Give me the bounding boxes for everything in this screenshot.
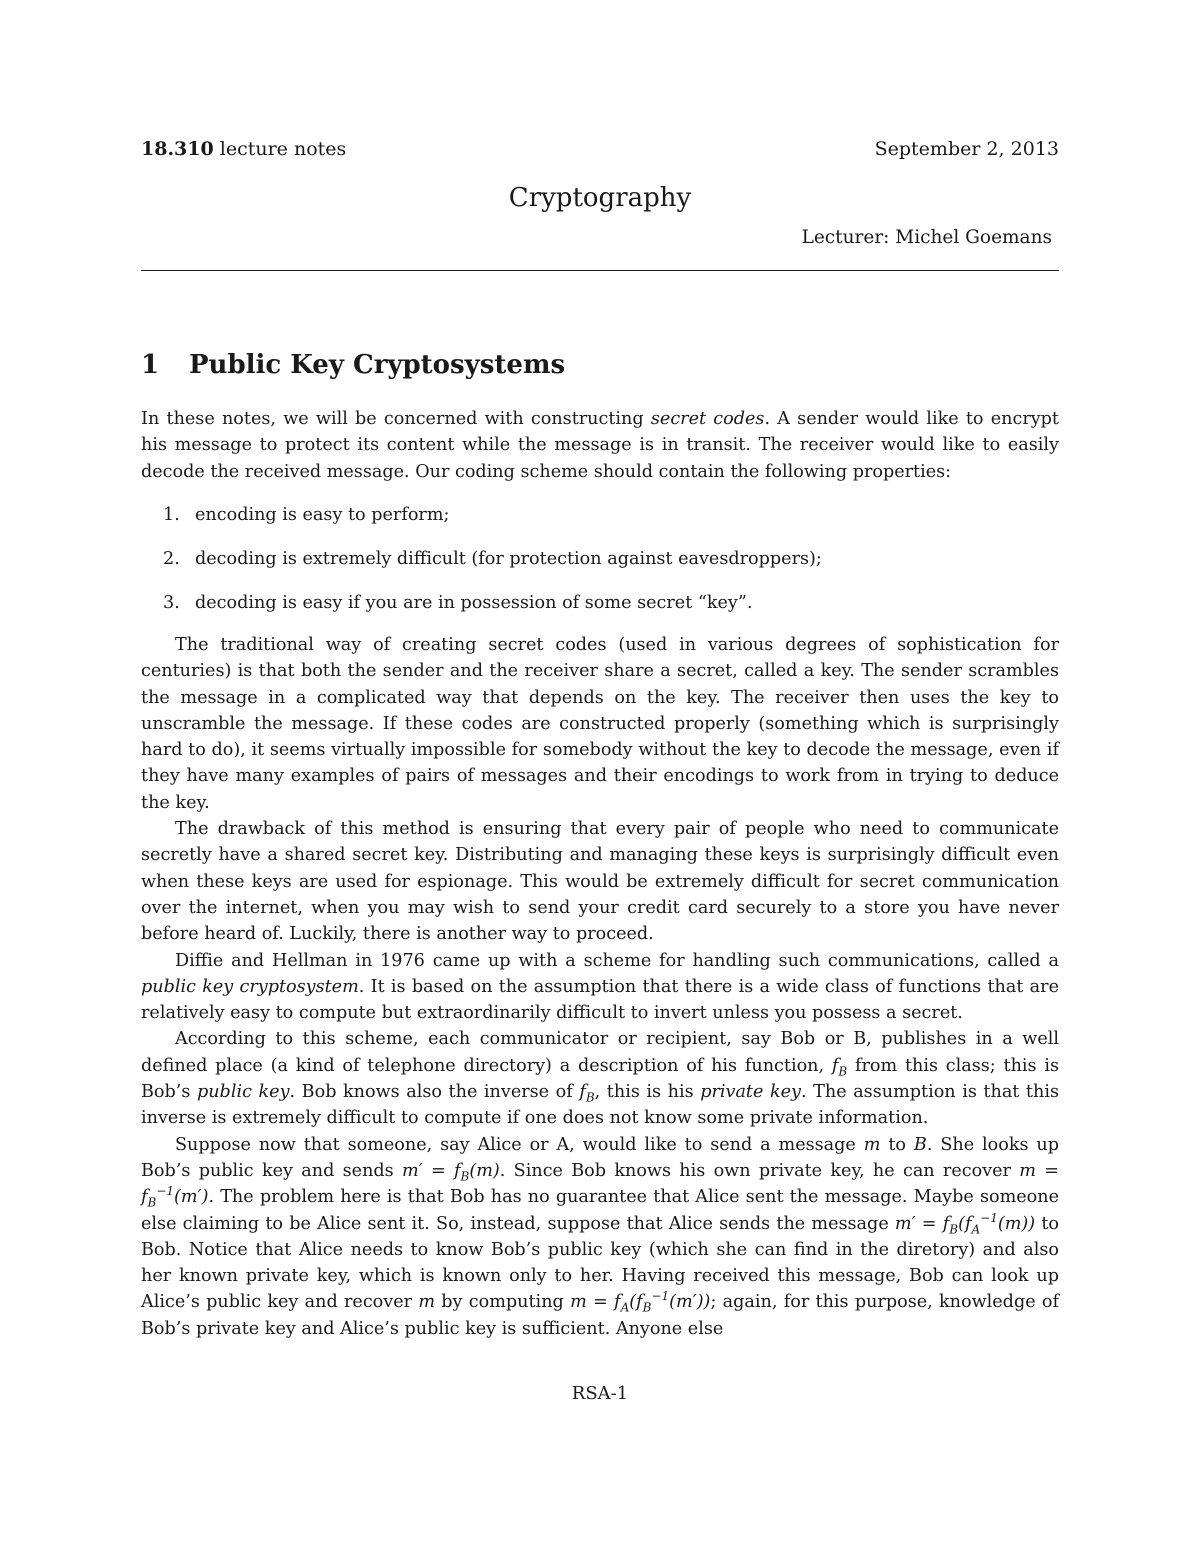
- running-header: [141, 138, 1059, 160]
- course-label: 18.310 lecture notes: [141, 138, 347, 160]
- body-text: [141, 632, 1059, 1342]
- document-title: Cryptography: [508, 183, 692, 213]
- list-item: 2. decoding is extremely difficult (for protection against eavesdroppers);: [163, 549, 822, 569]
- paragraph-alice-bob: Suppose now that someone, say Alice or A, would like to send a message m to B. She looks up Bob’s public key and sends $m' = f_B(m)$. Since Bob knows his own private key, he can recover $m = f_B^{-1}(m')$. The problem here is that Bob has no guarantee that Alice sent the message. Maybe someone else claiming to be Alice sent it. So, instead, suppose that Alice sends the message $m' = f_B(f_A^{-1}(m))$ to Bob. Notice that Alice needs to know Bob’s public key (which she can find in the diretory) and also her known private key, which is known only to her. Having received this message, Bob can look up Alice’s public key and recover m by computing $m = f_A(f_B^{-1}(m'))$; again, for this purpose, knowledge of Bob’s private key and Alice’s public key is sufficient. Anyone else: [141, 1134, 1060, 1339]
- header-date: September 2, 2013: [874, 138, 1059, 160]
- paragraph-diffie-hellman: Diffie and Hellman in 1976 came up with a scheme for handling such communications, called a public key cryptosystem. It is based on the assumption that there is a wide class of functions that are relatively easy to compute but extraordinarily difficult to invert unless you possess a secret.: [141, 950, 1059, 1024]
- list-item: 3. decoding is easy if you are in possession of some secret “key”.: [163, 593, 753, 613]
- paragraph-drawback: The drawback of this method is ensuring that every pair of people who need to communicate secretly have a shared secret key. Distributing and managing these keys is surprisingly difficult even when these keys are used for espionage. This would be extremely difficult for secret communication over the internet, when you may wish to send your credit card securely to a store you have never before heard of. Luckily, there is another way to proceed.: [141, 819, 1059, 945]
- paragraph-scheme: According to this scheme, each communicator or recipient, say Bob or B, publishes in a well defined place (a kind of telephone directory) a description of his function, $f_B$ from this class; this is Bob’s public key. Bob knows also the inverse of $f_B$, this is his private key. The assumption is that this inverse is extremely difficult to compute if one does not know some private information.: [141, 1029, 1059, 1129]
- header-rule: [141, 270, 1059, 271]
- list-item: 1. encoding is easy to perform;: [163, 505, 450, 525]
- lecturer-line: Lecturer: Michel Goemans: [801, 227, 1052, 248]
- section-title: Public Key Cryptosystems: [189, 350, 566, 380]
- paragraph-traditional: The traditional way of creating secret codes (used in various degrees of sophistication for centuries) is that both the sender and the receiver share a secret, called a key. The sender scrambles the message in a complicated way that depends on the key. The receiver then uses the key to unscramble the message. If these codes are constructed properly (something which is surprisingly hard to do), it seems virtually impossible for somebody without the key to decode the message, even if they have many examples of pairs of messages and their encodings to work from in trying to deduce the key.: [141, 635, 1059, 813]
- page-footer: RSA-1: [571, 1383, 629, 1404]
- property-list: [163, 502, 822, 634]
- section-heading: [141, 350, 565, 380]
- intro-paragraph: In these notes, we will be concerned with constructing secret codes. A sender would like to encrypt his message to protect its content while the message is in transit. The receiver would like to easily decode the received message. Our coding scheme should contain the following properties:: [141, 409, 1060, 482]
- section-number: 1: [141, 350, 160, 380]
